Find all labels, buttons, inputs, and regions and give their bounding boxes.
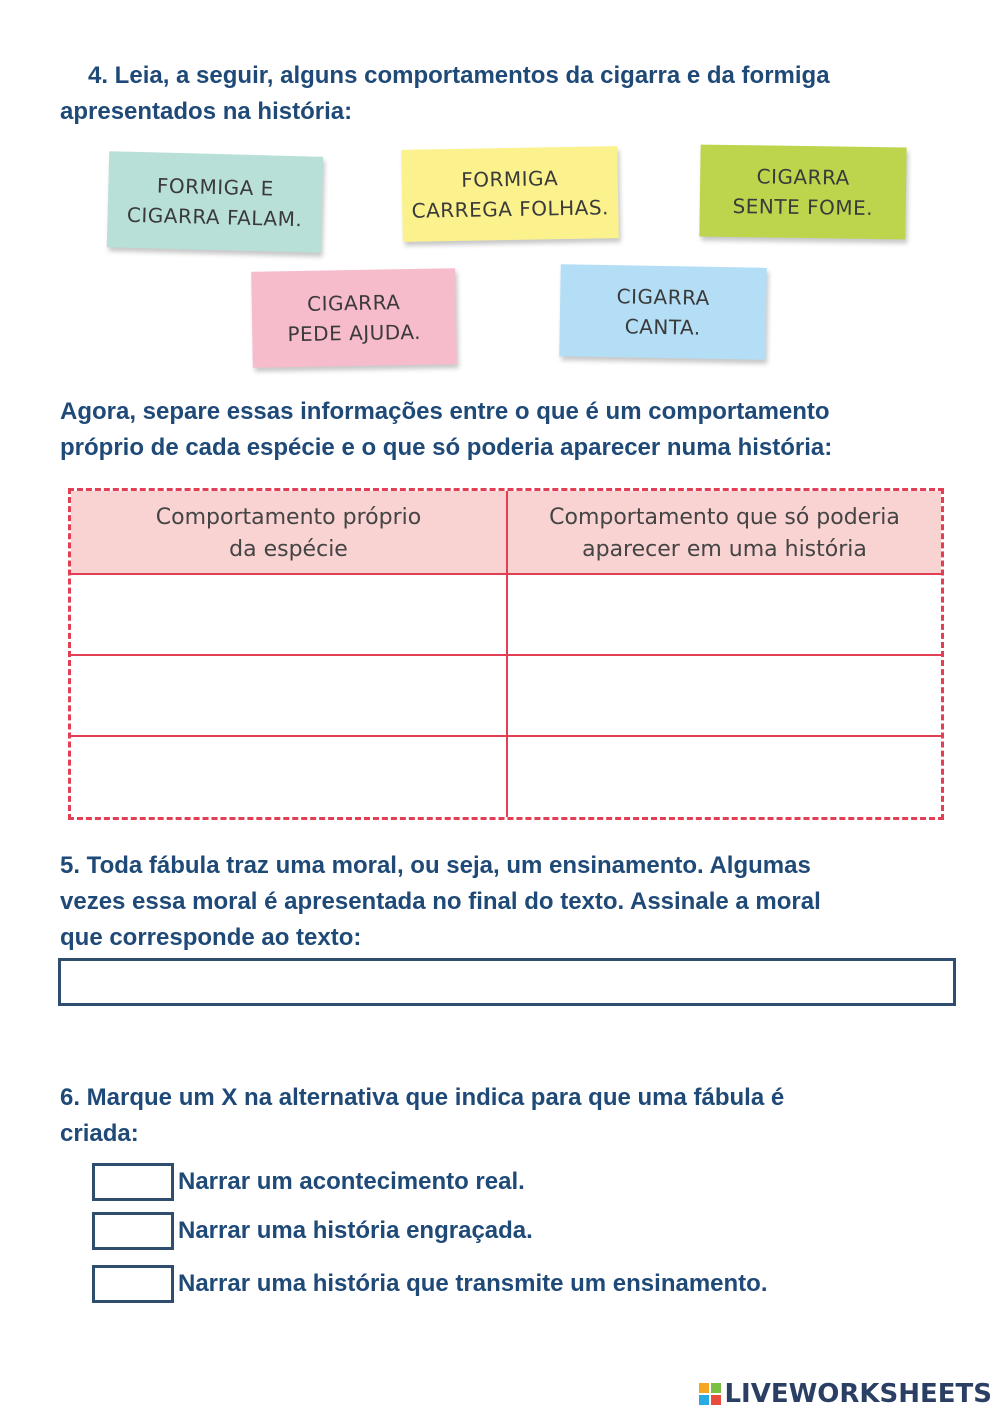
question-4-line-1: 4. Leia, a seguir, alguns comportamentos da cigarra e da formiga [88, 62, 830, 89]
question-4-line-2: apresentados na história: [60, 98, 353, 125]
drop-zone-story-1[interactable] [506, 575, 941, 654]
option-label: Narrar uma história engraçada. [178, 1217, 533, 1244]
drop-zone-story-2[interactable] [506, 656, 941, 735]
question-5-text [60, 848, 960, 956]
option-acontecimento-real [92, 1161, 525, 1203]
sticky-note-line: FORMIGA E [156, 173, 275, 201]
option-label: Narrar uma história que transmite um ensinamento. [178, 1270, 768, 1297]
question-4-text [60, 58, 960, 130]
option-checkbox[interactable] [92, 1163, 174, 1201]
sticky-note-line: CIGARRA [616, 284, 711, 310]
moral-answer-dropdown[interactable] [58, 958, 956, 1006]
question-6-text [60, 1080, 960, 1152]
question-6-line-1: 6. Marque um X na alternativa que indica para que uma fábula é [60, 1084, 785, 1111]
question-5-line-1: 5. Toda fábula traz uma moral, ou seja, um ensinamento. Algumas [60, 852, 811, 879]
table-row [71, 737, 941, 817]
table-row [71, 656, 941, 737]
header-cell-species-behavior: Comportamento próprio da espécie [155, 505, 422, 562]
option-transmite-ensinamento [92, 1263, 768, 1305]
instruction-line-1: Agora, separe essas informações entre o que é um comportamento [60, 398, 830, 425]
liveworksheets-brand [699, 1378, 992, 1410]
behavior-classification-table [68, 488, 944, 820]
option-label: Narrar um acontecimento real. [178, 1168, 525, 1195]
sticky-note-formiga-carrega-folhas[interactable] [401, 146, 619, 242]
option-checkbox[interactable] [92, 1212, 174, 1250]
drop-zone-species-1[interactable] [71, 575, 506, 654]
sticky-note-cigarra-pede-ajuda[interactable] [251, 268, 457, 368]
sticky-note-line: CIGARRA [306, 290, 401, 316]
instruction-line-2: próprio de cada espécie e o que só poderia aparecer numa história: [60, 434, 833, 461]
brand-name: LIVEWORKSHEETS [724, 1379, 992, 1409]
instruction-text [60, 394, 960, 466]
sticky-note-line: SENTE FOME. [732, 194, 874, 220]
sticky-note-formiga-cigarra-falam[interactable] [107, 151, 323, 253]
question-5-line-3: que corresponde ao texto: [60, 924, 362, 951]
sticky-note-line: PEDE AJUDA. [287, 319, 422, 347]
sticky-note-cigarra-sente-fome[interactable] [699, 145, 906, 240]
table-header-row [71, 491, 941, 575]
option-historia-engracada [92, 1210, 533, 1252]
sticky-note-line: FORMIGA [461, 166, 559, 192]
drop-zone-species-3[interactable] [71, 737, 506, 817]
drop-zone-story-3[interactable] [506, 737, 941, 817]
sticky-note-line: CARREGA FOLHAS. [411, 195, 610, 223]
sticky-note-line: CIGARRA [756, 164, 850, 190]
sticky-note-line: CANTA. [624, 314, 701, 340]
option-checkbox[interactable] [92, 1265, 174, 1303]
table-row [71, 575, 941, 656]
sticky-note-line: CIGARRA FALAM. [126, 202, 303, 232]
question-5-line-2: vezes essa moral é apresentada no final do texto. Assinale a moral [60, 888, 821, 915]
question-6-line-2: criada: [60, 1120, 139, 1147]
header-cell-story-behavior: Comportamento que só poderia aparecer em uma história [506, 491, 941, 573]
drop-zone-species-2[interactable] [71, 656, 506, 735]
sticky-note-cigarra-canta[interactable] [559, 264, 767, 360]
liveworksheets-logo-icon [699, 1383, 721, 1405]
